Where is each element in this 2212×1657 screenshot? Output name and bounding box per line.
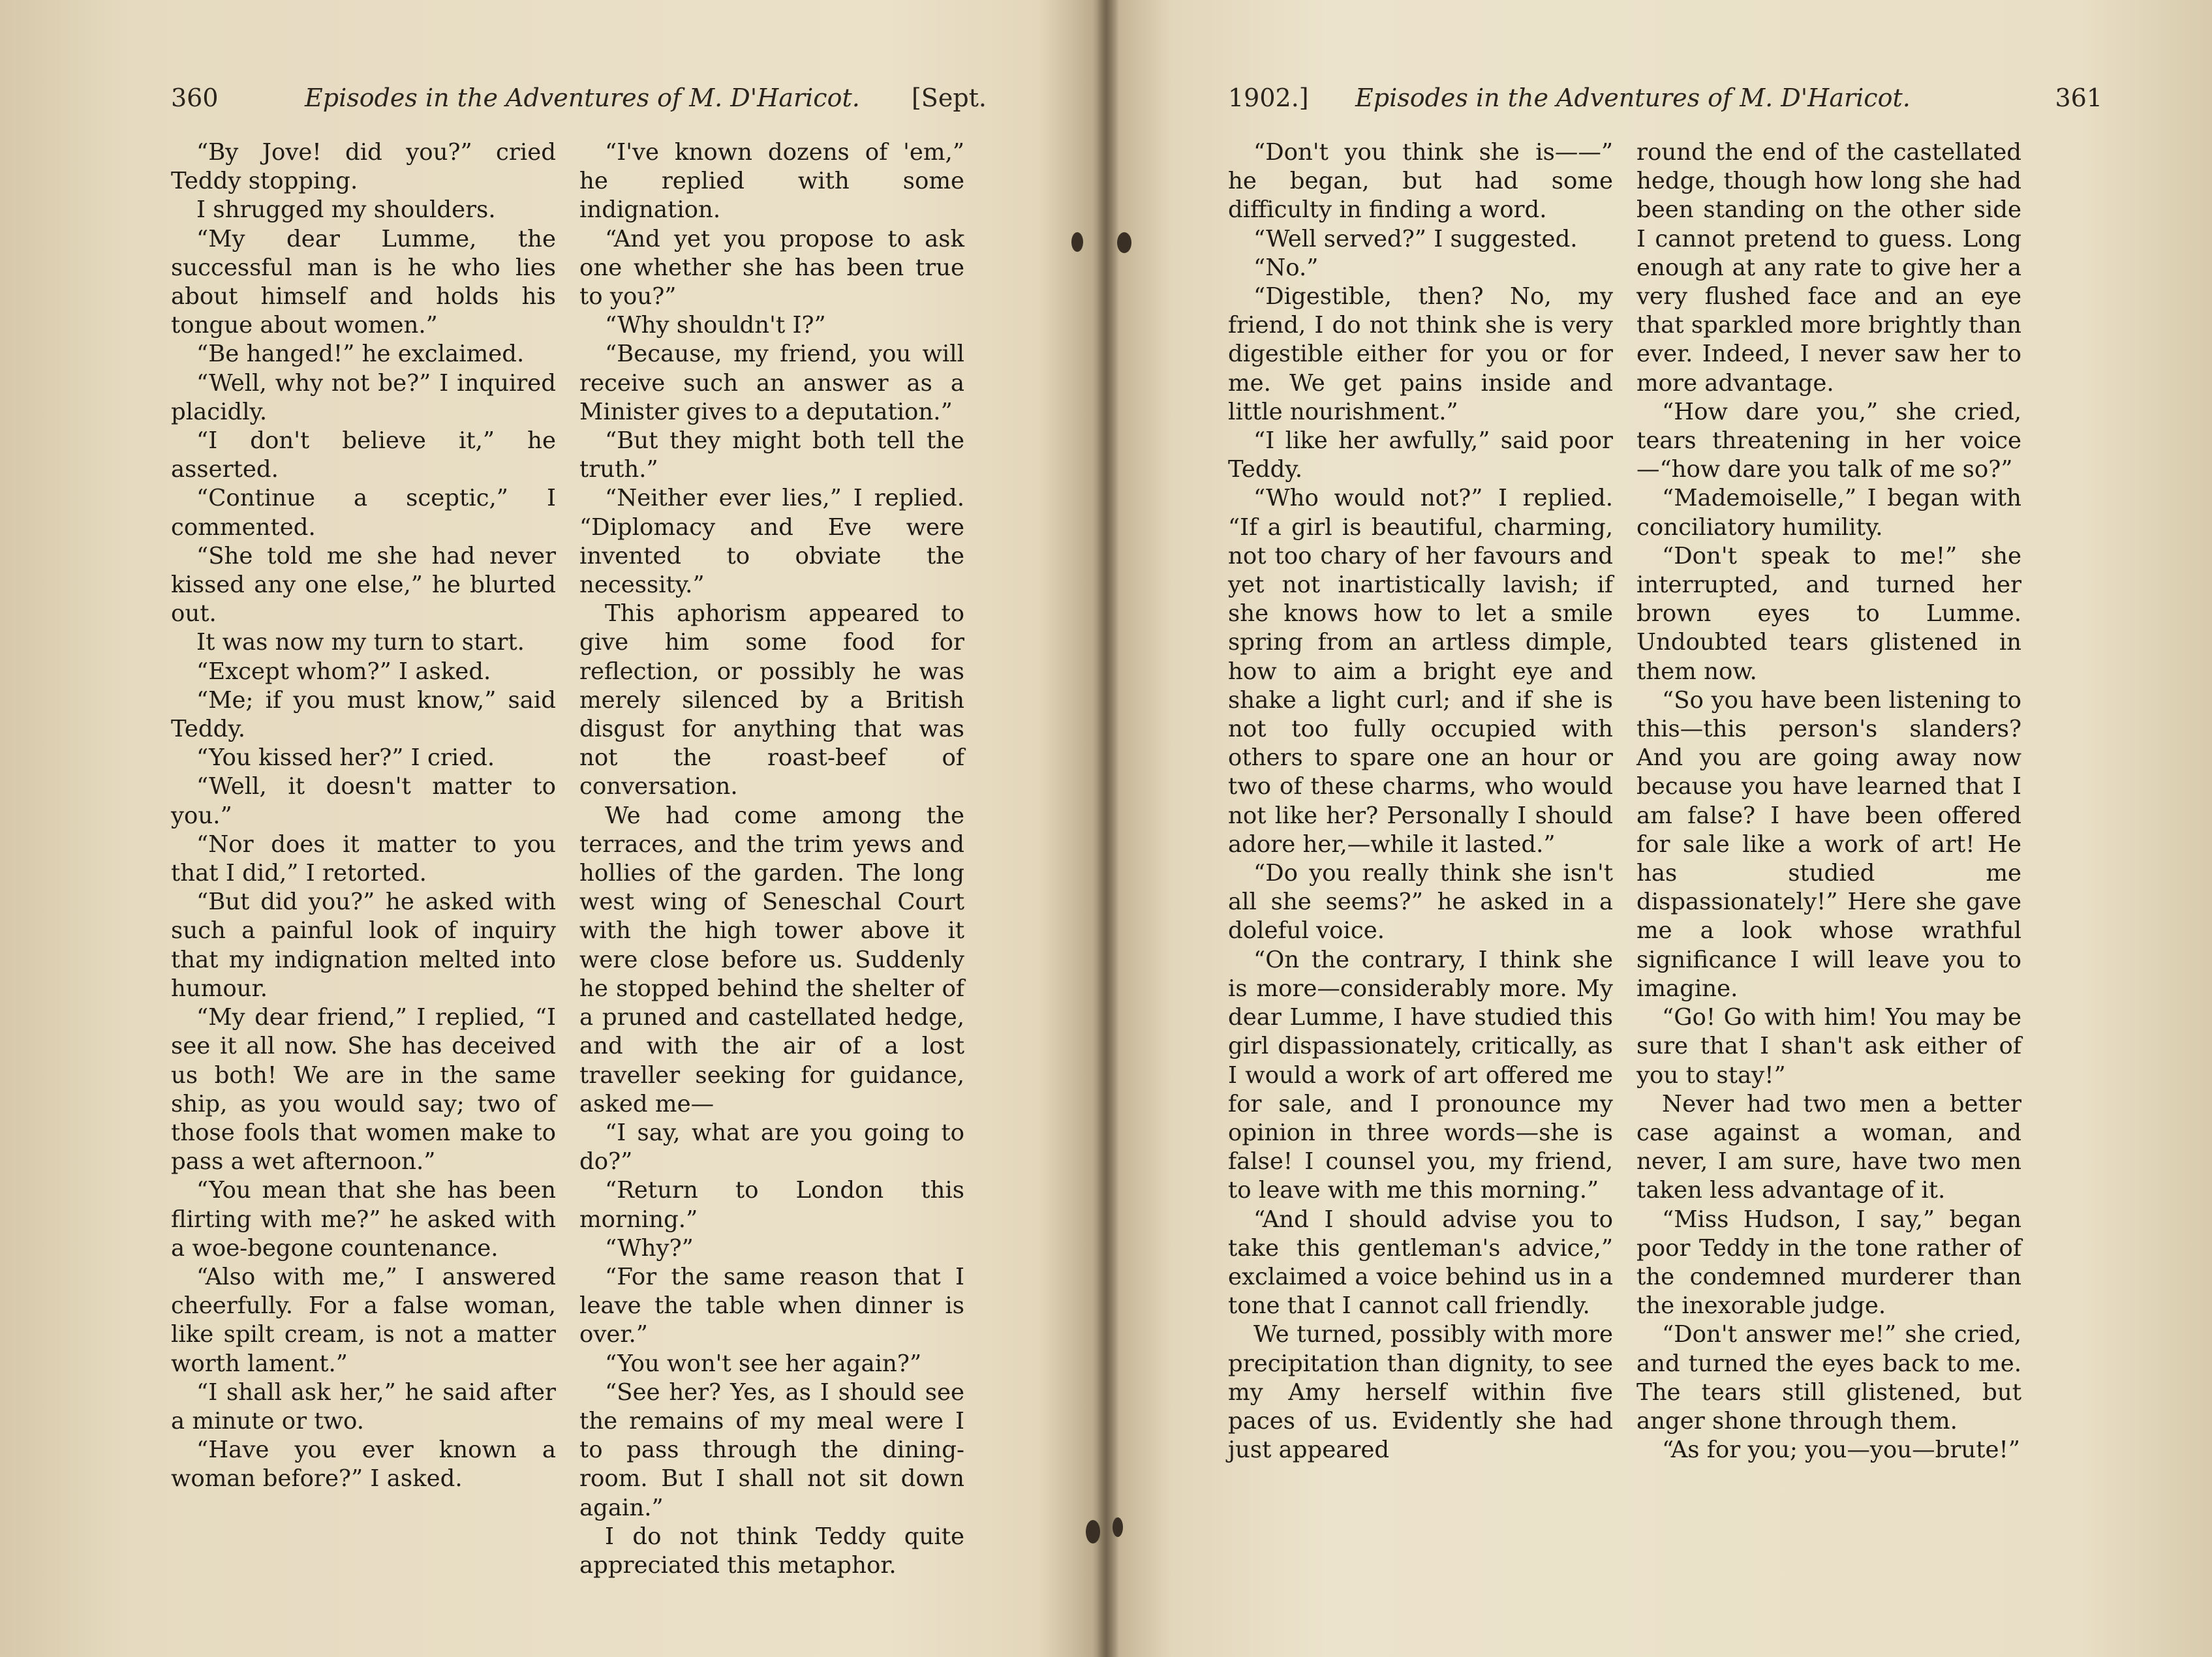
paragraph: “Do you really think she isn't all she seems?” he asked in a doleful voice. [1228, 860, 1613, 945]
paragraph: “Mademoiselle,” I began with conciliatory humility. [1636, 485, 2021, 541]
paragraph: “See her? Yes, as I should see the remains of my meal were I to pass through the dining-room. But I shall not sit down again.” [579, 1378, 964, 1521]
paragraph: “Digestible, then? No, my friend, I do not think she is very digestible either for you or for me. We get pains inside and little nourishment.” [1228, 283, 1613, 425]
paragraph: “You mean that she has been flirting with me?” he asked with a woe-begone countenance. [171, 1177, 556, 1262]
text-column-right-2 [1636, 138, 2021, 1465]
paragraph: We turned, possibly with more precipitation than dignity, to see my Amy herself within five paces of us. Evidently she had just appeared [1228, 1321, 1613, 1464]
paragraph: This aphorism appeared to give him some food for reflection, or possibly he was merely silenced by a British disgust for anything that was not the roast-beef of conversation. [579, 600, 964, 800]
page-number: 361 [2055, 84, 2102, 112]
paragraph: Never had two men a better case against a woman, and never, I am sure, have two men taken less advantage of it. [1636, 1090, 2021, 1204]
paragraph: “On the contrary, I think she is more—considerably more. My dear Lumme, I have studied this girl dispassionately, critically, as I would a work of art offered me for sale, and I pronounce my opinion in three words—she is false! I counsel you, my friend, to leave with me this morning.” [1228, 946, 1613, 1204]
paragraph: “Me; if you must know,” said Teddy. [171, 686, 556, 743]
paragraph: “And yet you propose to ask one whether she has been true to you?” [579, 225, 964, 311]
paragraph: “Nor does it matter to you that I did,” I retorted. [171, 830, 556, 887]
paragraph: “For the same reason that I leave the table when dinner is over.” [579, 1263, 964, 1348]
left-page [0, 0, 1103, 1657]
paragraph: “Except whom?” I asked. [196, 658, 491, 685]
paragraph: “Have you ever known a woman before?” I asked. [171, 1437, 556, 1493]
paragraph: “I say, what are you going to do?” [579, 1119, 964, 1176]
paragraph: “I don't believe it,” he asserted. [171, 427, 556, 483]
running-date: 1902.] [1228, 84, 1309, 112]
paragraph: “But did you?” he asked with such a painful look of inquiry that my indignation melted into humour. [171, 889, 556, 1002]
paragraph: “Who would not?” I replied. “If a girl is beautiful, charming, not too chary of her favours and yet not inartistically lavish; if she knows how to let a smile spring from an artless dimple, how to aim a bright eye and shake a light curl; and if she is not too fully occupied with others to spare one an hour or two of these charms, who would not like her? Personally I should adore her,—while it lasted.” [1228, 485, 1613, 858]
paragraph: It was now my turn to start. [196, 629, 525, 656]
paragraph: “My dear friend,” I replied, “I see it all now. She has deceived us both! We are in the same ship, as you would say; two of those fools that women make to pass a wet afternoon.” [171, 1004, 556, 1176]
paragraph: “Miss Hudson, I say,” began poor Teddy in the tone rather of the condemned murderer than the inexorable judge. [1636, 1206, 2021, 1320]
paragraph: I do not think Teddy quite appreciated this metaphor. [579, 1523, 964, 1579]
right-page [1109, 0, 2212, 1657]
paragraph: “You won't see her again?” [605, 1350, 922, 1377]
running-date: [Sept. [911, 84, 987, 112]
paragraph: “Because, my friend, you will receive such an answer as a Minister gives to a deputation.” [579, 341, 964, 425]
paragraph: “Be hanged!” he exclaimed. [196, 341, 525, 368]
text-column-left-2 [579, 138, 964, 1580]
paragraph: “Continue a sceptic,” I commented. [171, 485, 556, 541]
paragraph: “Well served?” I suggested. [1253, 225, 1578, 252]
paragraph: We had come among the terraces, and the trim yews and hollies of the garden. The long west wing of Seneschal Court with the high tower above it were close before us. Suddenly he stopped behind the shelter of a pruned and castellated hedge, and with the air of a lost traveller seeking for guidance, asked me— [579, 802, 964, 1117]
paragraph: “I like her awfully,” said poor Teddy. [1228, 427, 1613, 483]
paragraph: “Well, it doesn't matter to you.” [171, 773, 556, 829]
paragraph: “So you have been listening to this—this person's slanders? And you are going away now because you have learned that I am false? I have been offered for sale like a work of art! He has studied me dispassionately!” Here she gave me a look whose wrathful significance I will leave you to imagine. [1636, 686, 2021, 1002]
running-title: Episodes in the Adventures of M. D'Haricot. [1355, 84, 1911, 112]
page-number: 360 [171, 84, 219, 112]
text-column-right-1 [1228, 138, 1613, 1465]
paragraph: “As for you; you—you—brute!” [1662, 1437, 2020, 1464]
running-head [171, 84, 987, 123]
text-column-left-1 [171, 138, 556, 1494]
paragraph: “She told me she had never kissed any one else,” he blurted out. [171, 542, 556, 628]
paragraph: “Go! Go with him! You may be sure that I shan't ask either of you to stay!” [1636, 1004, 2021, 1089]
paragraph: “Well, why not be?” I inquired placidly. [171, 369, 556, 425]
paragraph: “By Jove! did you?” cried Teddy stopping. [171, 139, 556, 195]
paragraph: “Don't you think she is——” he began, but had some difficulty in finding a word. [1228, 139, 1613, 224]
running-title: Episodes in the Adventures of M. D'Haricot. [305, 84, 860, 112]
paragraph: “Return to London this morning.” [579, 1177, 964, 1233]
paragraph: “How dare you,” she cried, tears threatening in her voice—“how dare you talk of me so?” [1636, 398, 2021, 483]
paragraph: “Why?” [605, 1234, 694, 1262]
paragraph: “No.” [1253, 254, 1319, 281]
paragraph: “You kissed her?” I cried. [196, 744, 495, 772]
paragraph: “I shall ask her,” he said after a minute or two. [171, 1378, 556, 1435]
paragraph: “I've known dozens of 'em,” he replied with some indignation. [579, 139, 964, 224]
paragraph: “Neither ever lies,” I replied. “Diplomacy and Eve were invented to obviate the necessity.” [579, 485, 964, 599]
paragraph: “Don't speak to me!” she interrupted, and turned her brown eyes to Lumme. Undoubted tears glistened in them now. [1636, 542, 2021, 685]
paragraph: “My dear Lumme, the successful man is he who lies about himself and holds his tongue about women.” [171, 225, 556, 339]
running-head [1228, 84, 2102, 123]
paragraph: “Don't answer me!” she cried, and turned the eyes back to me. The tears still glistened, but anger shone through them. [1636, 1321, 2021, 1435]
paragraph: “And I should advise you to take this gentleman's advice,” exclaimed a voice behind us in a tone that I cannot call friendly. [1228, 1206, 1613, 1320]
paragraph: round the end of the castellated hedge, though how long she had been standing on the other side I cannot pretend to guess. Long enough at any rate to give her a very flushed face and an eye that sparkled more brightly than ever. Indeed, I never saw her to more advantage. [1636, 139, 2021, 397]
paragraph: “But they might both tell the truth.” [579, 427, 964, 483]
paragraph: “Also with me,” I answered cheerfully. For a false woman, like spilt cream, is not a matter worth lament.” [171, 1263, 556, 1377]
paragraph: “Why shouldn't I?” [605, 312, 826, 339]
paragraph: I shrugged my shoulders. [196, 196, 496, 224]
